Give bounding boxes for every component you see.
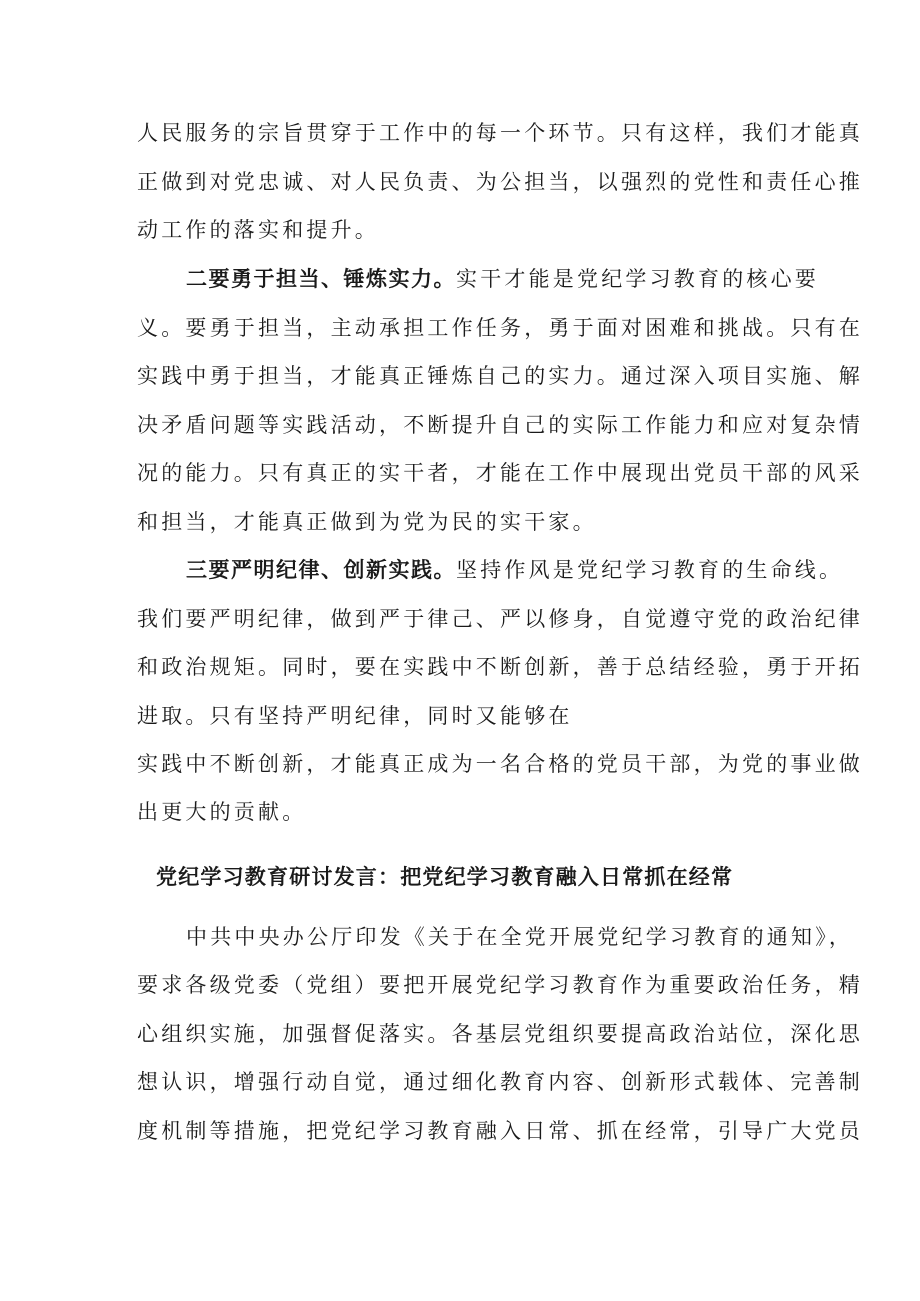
point-two-lead: 二要勇于担当、锤炼实力。 xyxy=(186,267,456,291)
paragraph-line: 决矛盾问题等实践活动，不断提升自己的实际工作能力和应对复杂情 xyxy=(137,413,863,437)
paragraph-line: 动工作的落实和提升。 xyxy=(137,218,379,242)
section-heading: 党纪学习教育研讨发言：把党纪学习教育融入日常抓在经常 xyxy=(156,865,734,889)
paragraph-line: 义。要勇于担当，主动承担工作任务，勇于面对困难和挑战。只有在 xyxy=(137,316,863,340)
paragraph-first-line: 中共中央办公厅印发《关于在全党开展党纪学习教育的通知》， xyxy=(186,925,854,949)
point-three-lead: 三要严明纪律、创新实践。 xyxy=(186,558,456,582)
paragraph-line: 和担当，才能真正做到为党为民的实干家。 xyxy=(137,510,597,534)
paragraph-line: 况的能力。只有真正的实干者，才能在工作中展现出党员干部的风采 xyxy=(137,461,863,485)
paragraph-line: 实践中不断创新，才能真正成为一名合格的党员干部，为党的事业做 xyxy=(137,752,863,776)
paragraph-line: 出更大的贡献。 xyxy=(137,800,307,824)
paragraph-line: 度机制等措施，把党纪学习教育融入日常、抓在经常，引导广大党员 xyxy=(137,1119,863,1143)
paragraph-first-line xyxy=(186,264,819,294)
paragraph-line: 进取。只有坚持严明纪律，同时又能够在 xyxy=(137,704,573,728)
paragraph-line: 正做到对党忠诚、对人民负责、为公担当，以强烈的党性和责任心推 xyxy=(137,170,863,194)
paragraph-line: 想认识，增强行动自觉，通过细化教育内容、创新形式载体、完善制 xyxy=(137,1070,863,1094)
paragraph-line: 和政治规矩。同时，要在实践中不断创新，善于总结经验，勇于开拓 xyxy=(137,655,863,679)
paragraph-line: 我们要严明纪律，做到严于律己、严以修身，自觉遵守党的政治纪律 xyxy=(137,607,863,631)
paragraph-line: 要求各级党委（党组）要把开展党纪学习教育作为重要政治任务，精 xyxy=(137,973,863,997)
paragraph-line: 实践中勇于担当，才能真正锤炼自己的实力。通过深入项目实施、解 xyxy=(137,364,863,388)
point-three-text: 坚持作风是党纪学习教育的生命线。 xyxy=(456,558,844,582)
paragraph-line: 心组织实施，加强督促落实。各基层党组织要提高政治站位，深化思 xyxy=(137,1022,863,1046)
paragraph-first-line xyxy=(186,555,843,585)
point-two-text: 实干才能是党纪学习教育的核心要 xyxy=(456,267,819,291)
paragraph-line: 人民服务的宗旨贯穿于工作中的每一个环节。只有这样，我们才能真 xyxy=(137,121,863,145)
